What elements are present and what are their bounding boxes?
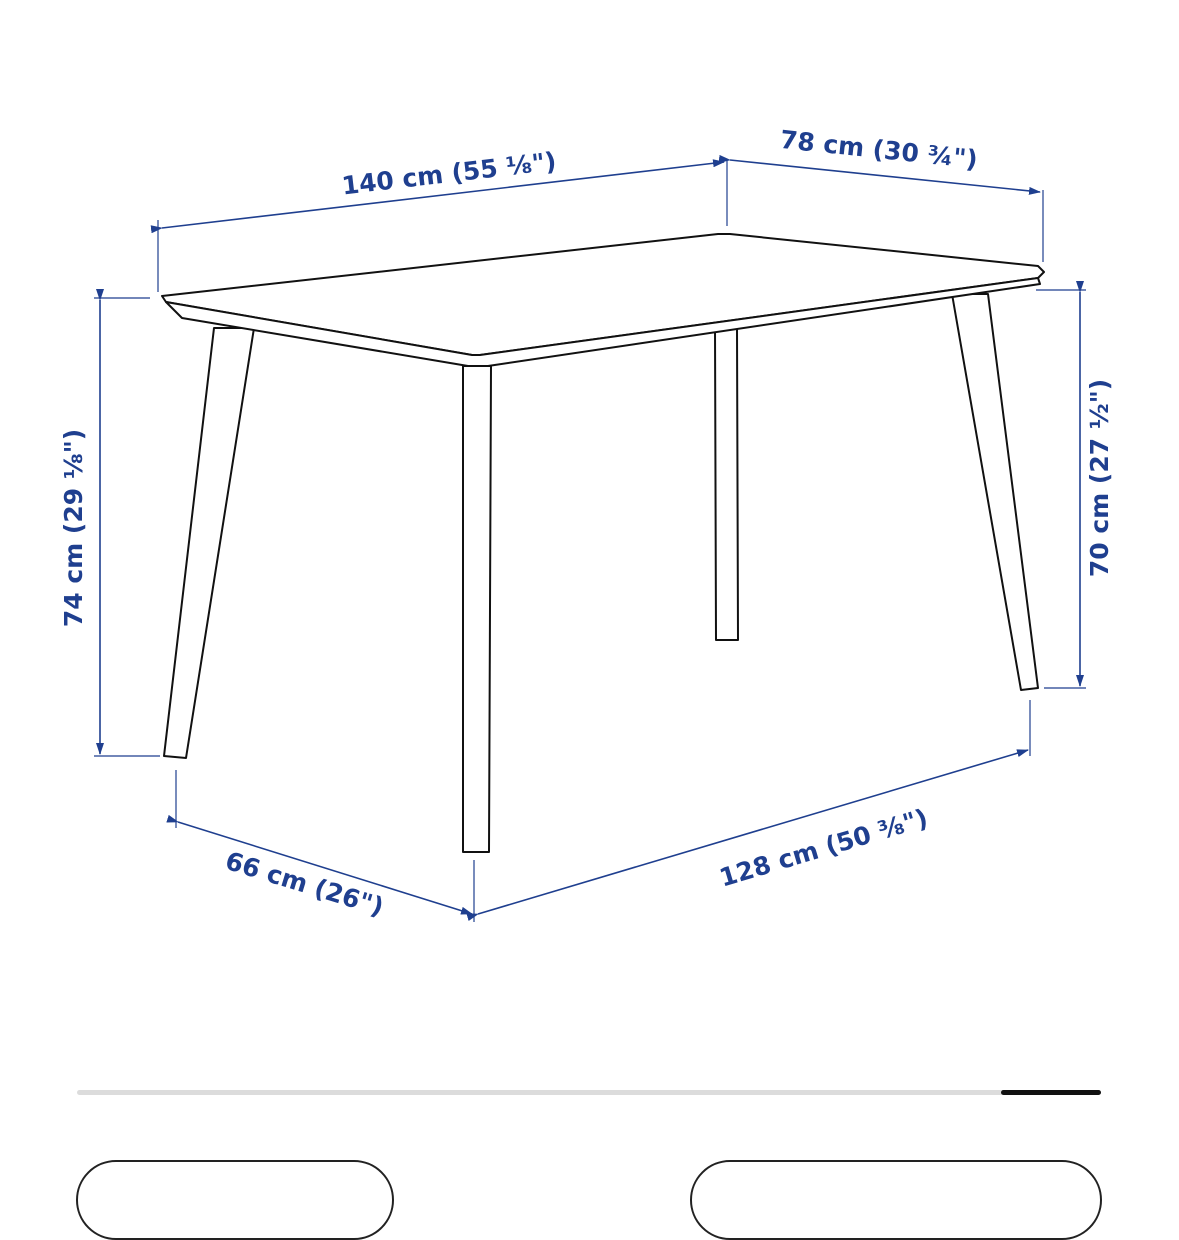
- height-label: 74 cm (29 ⅛"): [59, 428, 88, 628]
- right-action-button[interactable]: [690, 1160, 1102, 1240]
- depth-label: 78 cm (30 ¾"): [778, 124, 980, 175]
- leg-height-label: 70 cm (27 ½"): [1085, 378, 1114, 578]
- dimension-leg-height: [1036, 290, 1114, 688]
- table-drawing: [162, 234, 1044, 852]
- left-action-button[interactable]: [76, 1160, 394, 1240]
- width-label: 140 cm (55 ⅛"): [340, 146, 558, 201]
- carousel-scrollbar[interactable]: [77, 1090, 1101, 1095]
- carousel-scrollbar-thumb[interactable]: [1001, 1090, 1101, 1095]
- dimension-leg-width: [478, 700, 1030, 914]
- leg-depth-label: 66 cm (26"): [221, 846, 388, 922]
- dimension-leg-depth: [176, 770, 474, 922]
- leg-width-label: 128 cm (50 ⅜"): [716, 803, 932, 893]
- dimension-height: [59, 298, 160, 756]
